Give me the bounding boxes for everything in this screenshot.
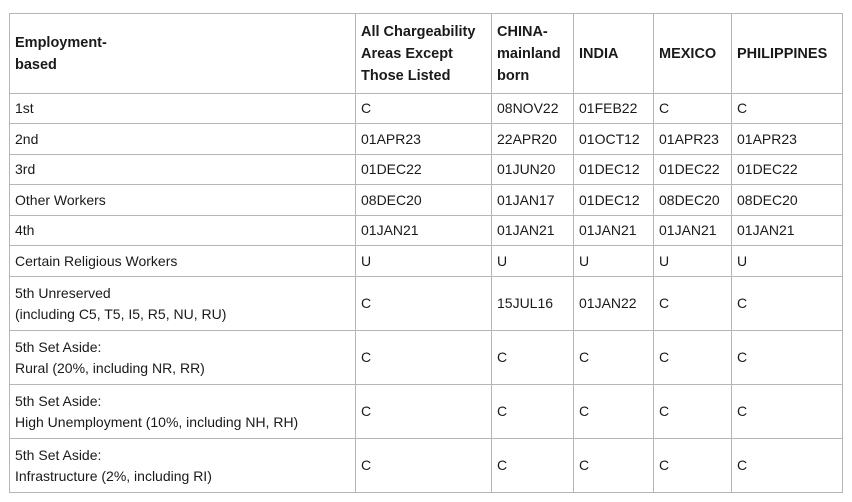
cell-china: 01JAN21 [492,216,574,246]
table-row [10,124,843,155]
cell-philippines: C [732,331,843,385]
cell-philippines: U [732,246,843,277]
row-category: 5th Unreserved (including C5, T5, I5, R5, NU, RU) [10,277,356,331]
cell-mexico: 01DEC22 [654,155,732,185]
header-philippines: PHILIPPINES [732,14,843,94]
table-row [10,94,843,124]
cell-all-chargeability: C [356,94,492,124]
cell-mexico: 01APR23 [654,124,732,155]
cell-india: 01JAN22 [574,277,654,331]
header-employment-based: Employment- based [10,14,356,94]
table-row [10,385,843,439]
cell-china: C [492,385,574,439]
cell-philippines: 01DEC22 [732,155,843,185]
table-row [10,155,843,185]
cell-philippines: C [732,94,843,124]
cell-india: 01DEC12 [574,155,654,185]
table-header-row [10,14,843,94]
cell-all-chargeability: 01DEC22 [356,155,492,185]
cell-all-chargeability: 08DEC20 [356,185,492,216]
cell-all-chargeability: C [356,385,492,439]
row-category: 2nd [10,124,356,155]
cell-mexico: C [654,385,732,439]
row-category: 4th [10,216,356,246]
cell-philippines: C [732,439,843,493]
cell-mexico: 01JAN21 [654,216,732,246]
cell-mexico: C [654,331,732,385]
cell-china: 01JUN20 [492,155,574,185]
header-all-chargeability: All Chargeability Areas Except Those Listed [356,14,492,94]
cell-india: C [574,439,654,493]
cell-all-chargeability: C [356,331,492,385]
cell-all-chargeability: 01JAN21 [356,216,492,246]
cell-philippines: 01JAN21 [732,216,843,246]
cell-philippines: C [732,385,843,439]
cell-all-chargeability: C [356,277,492,331]
table-row [10,439,843,493]
cell-china: U [492,246,574,277]
row-category: 5th Set Aside: Infrastructure (2%, including RI) [10,439,356,493]
table-row [10,277,843,331]
header-india: INDIA [574,14,654,94]
cell-india: 01OCT12 [574,124,654,155]
cell-philippines: C [732,277,843,331]
cell-india: 01JAN21 [574,216,654,246]
table-row [10,185,843,216]
cell-mexico: C [654,94,732,124]
row-category: Other Workers [10,185,356,216]
table-row [10,246,843,277]
cell-mexico: C [654,277,732,331]
cell-india: 01FEB22 [574,94,654,124]
cell-mexico: U [654,246,732,277]
header-china: CHINA- mainland born [492,14,574,94]
row-category: 3rd [10,155,356,185]
row-category: Certain Religious Workers [10,246,356,277]
row-category: 1st [10,94,356,124]
table-row [10,331,843,385]
table-row [10,216,843,246]
cell-all-chargeability: U [356,246,492,277]
cell-mexico: 08DEC20 [654,185,732,216]
cell-china: 15JUL16 [492,277,574,331]
row-category: 5th Set Aside: High Unemployment (10%, including NH, RH) [10,385,356,439]
cell-philippines: 01APR23 [732,124,843,155]
cell-china: 08NOV22 [492,94,574,124]
cell-india: C [574,385,654,439]
cell-china: 22APR20 [492,124,574,155]
cell-china: 01JAN17 [492,185,574,216]
visa-bulletin-table [9,13,843,493]
cell-all-chargeability: C [356,439,492,493]
cell-india: C [574,331,654,385]
cell-philippines: 08DEC20 [732,185,843,216]
cell-all-chargeability: 01APR23 [356,124,492,155]
cell-china: C [492,439,574,493]
cell-china: C [492,331,574,385]
cell-india: U [574,246,654,277]
cell-india: 01DEC12 [574,185,654,216]
header-mexico: MEXICO [654,14,732,94]
cell-mexico: C [654,439,732,493]
row-category: 5th Set Aside: Rural (20%, including NR, RR) [10,331,356,385]
